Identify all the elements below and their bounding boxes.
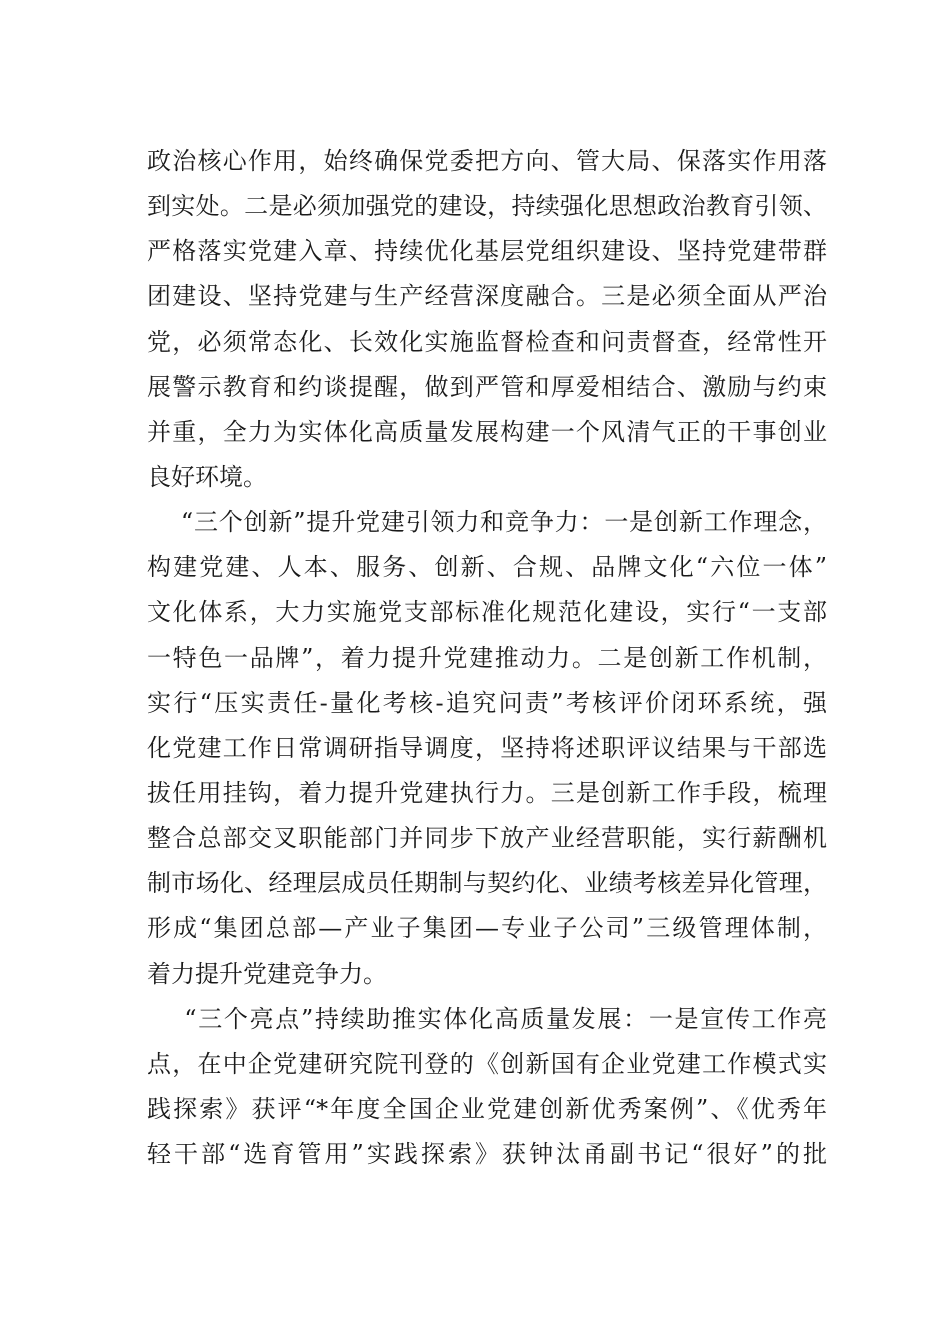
text-line: 着力提升党建竞争力。 xyxy=(147,959,387,988)
text-line: “三个创新”提升党建引领力和竞争力：一是创新工作理念， xyxy=(147,508,827,537)
text-line: 形成“集团总部—产业子集团—专业子公司”三级管理体制， xyxy=(147,914,827,943)
text-line: 并重，全力为实体化高质量发展构建一个风清气正的干事创业 xyxy=(147,417,827,446)
text-line: 实行“压实责任-量化考核-追究问责”考核评价闭环系统，强 xyxy=(147,688,827,717)
text-line: 党，必须常态化、长效化实施监督检查和问责督查，经常性开 xyxy=(147,327,827,356)
text-line: 拔任用挂钩，着力提升党建执行力。三是创新工作手段，梳理 xyxy=(147,778,827,807)
text-line: 制市场化、经理层成员任期制与契约化、业绩考核差异化管理， xyxy=(147,869,827,898)
text-line: 践探索》获评“*年度全国企业党建创新优秀案例”、《优秀年 xyxy=(147,1094,827,1123)
text-line: 严格落实党建入章、持续优化基层党组织建设、坚持党建带群 xyxy=(147,237,827,266)
text-line: 构建党建、人本、服务、创新、合规、品牌文化“六位一体” xyxy=(147,553,827,582)
text-line: 整合总部交叉职能部门并同步下放产业经营职能，实行薪酬机 xyxy=(147,824,827,853)
text-line: 良好环境。 xyxy=(147,462,267,491)
text-line: 一特色一品牌”，着力提升党建推动力。二是创新工作机制， xyxy=(147,643,827,672)
text-line: “三个亮点”持续助推实体化高质量发展：一是宣传工作亮 xyxy=(147,1004,827,1033)
text-line: 点，在中企党建研究院刊登的《创新国有企业党建工作模式实 xyxy=(147,1049,827,1078)
text-line: 展警示教育和约谈提醒，做到严管和厚爱相结合、激励与约束 xyxy=(147,372,827,401)
text-line: 文化体系，大力实施党支部标准化规范化建设，实行“一支部 xyxy=(147,598,827,627)
body-text xyxy=(147,139,827,1177)
text-line: 政治核心作用，始终确保党委把方向、管大局、保落实作用落 xyxy=(147,147,827,175)
text-line: 化党建工作日常调研指导调度，坚持将述职评议结果与干部选 xyxy=(147,733,827,762)
text-line: 团建设、坚持党建与生产经营深度融合。三是必须全面从严治 xyxy=(147,282,827,311)
text-line: 到实处。二是必须加强党的建设，持续强化思想政治教育引领、 xyxy=(147,192,827,221)
text-line: 轻干部“选育管用”实践探索》获钟汰甬副书记“很好”的批 xyxy=(147,1140,827,1169)
